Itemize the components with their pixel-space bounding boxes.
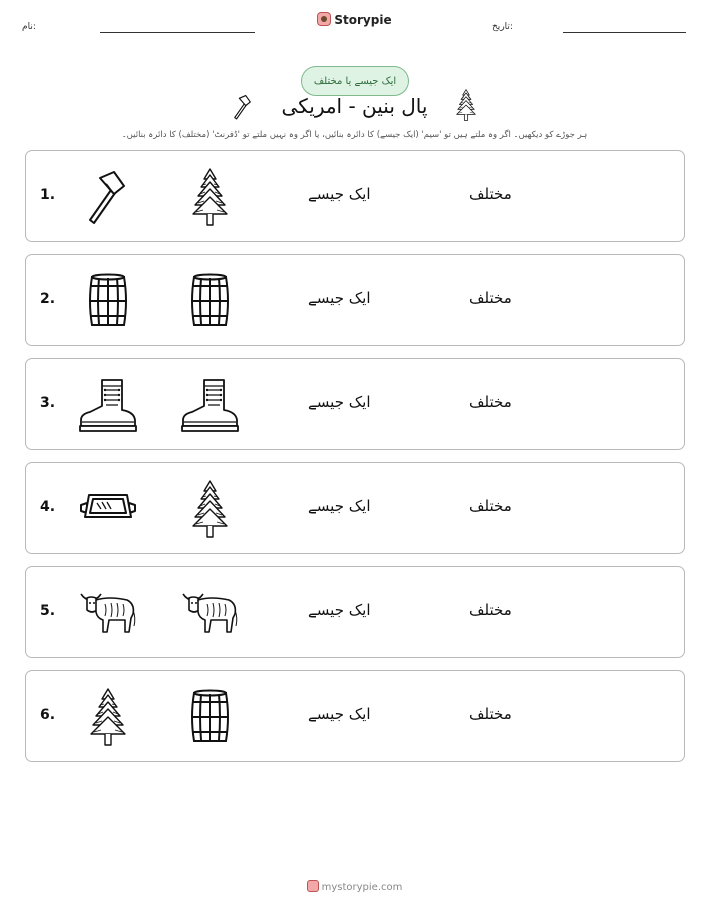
page-title: پال بنین - امریکی — [281, 94, 428, 118]
question-row — [25, 462, 685, 554]
same-option[interactable]: ایک جیسے — [308, 497, 371, 515]
brand-logo — [0, 12, 709, 27]
worksheet-type-pill: ایک جیسے یا مختلف — [301, 66, 409, 96]
pine-tree-icon — [180, 479, 240, 539]
pine-tree-icon — [180, 167, 240, 227]
barrel-icon — [180, 271, 240, 331]
question-row — [25, 254, 685, 346]
question-number: 2. — [40, 291, 56, 307]
different-option[interactable]: مختلف — [469, 289, 512, 307]
brand-name: Storypie — [334, 13, 392, 27]
pine-tree-icon — [78, 687, 138, 747]
same-option[interactable]: ایک جیسے — [308, 601, 371, 619]
different-option[interactable]: مختلف — [469, 393, 512, 411]
same-option[interactable]: ایک جیسے — [308, 185, 371, 203]
boot-icon — [78, 375, 138, 435]
footer — [0, 880, 709, 893]
question-row — [25, 566, 685, 658]
boot-icon — [180, 375, 240, 435]
question-number: 4. — [40, 499, 56, 515]
ox-icon — [180, 583, 240, 643]
footer-logo-icon — [307, 880, 319, 892]
same-option[interactable]: ایک جیسے — [308, 289, 371, 307]
question-number: 5. — [40, 603, 56, 619]
question-number: 1. — [40, 187, 56, 203]
name-label: نام: — [22, 22, 36, 32]
question-row — [25, 670, 685, 762]
date-label: تاریخ: — [492, 22, 513, 32]
barrel-icon — [78, 271, 138, 331]
name-line[interactable] — [100, 32, 255, 33]
instructions: ہر جوڑے کو دیکھیں۔ اگر وہ ملتے ہیں تو 'سیم' (ایک جیسے) کا دائرہ بنائیں، یا اگر وہ نہیں ملتے تو 'ڈفرنٹ' (مختلف) کا دائرہ بنائیں۔ — [121, 130, 588, 140]
footer-url: mystorypie.com — [321, 882, 403, 893]
storypie-logo-icon — [317, 12, 331, 26]
different-option[interactable]: مختلف — [469, 705, 512, 723]
different-option[interactable]: مختلف — [469, 185, 512, 203]
question-row — [25, 150, 685, 242]
date-line[interactable] — [563, 32, 686, 33]
question-number: 3. — [40, 395, 56, 411]
same-option[interactable]: ایک جیسے — [308, 393, 371, 411]
ox-icon — [78, 583, 138, 643]
question-number: 6. — [40, 707, 56, 723]
question-row — [25, 358, 685, 450]
title-pine-tree-icon — [455, 88, 477, 126]
griddle-pan-icon — [78, 479, 138, 539]
same-option[interactable]: ایک جیسے — [308, 705, 371, 723]
different-option[interactable]: مختلف — [469, 497, 512, 515]
axe-icon — [78, 167, 138, 227]
barrel-icon — [180, 687, 240, 747]
different-option[interactable]: مختلف — [469, 601, 512, 619]
